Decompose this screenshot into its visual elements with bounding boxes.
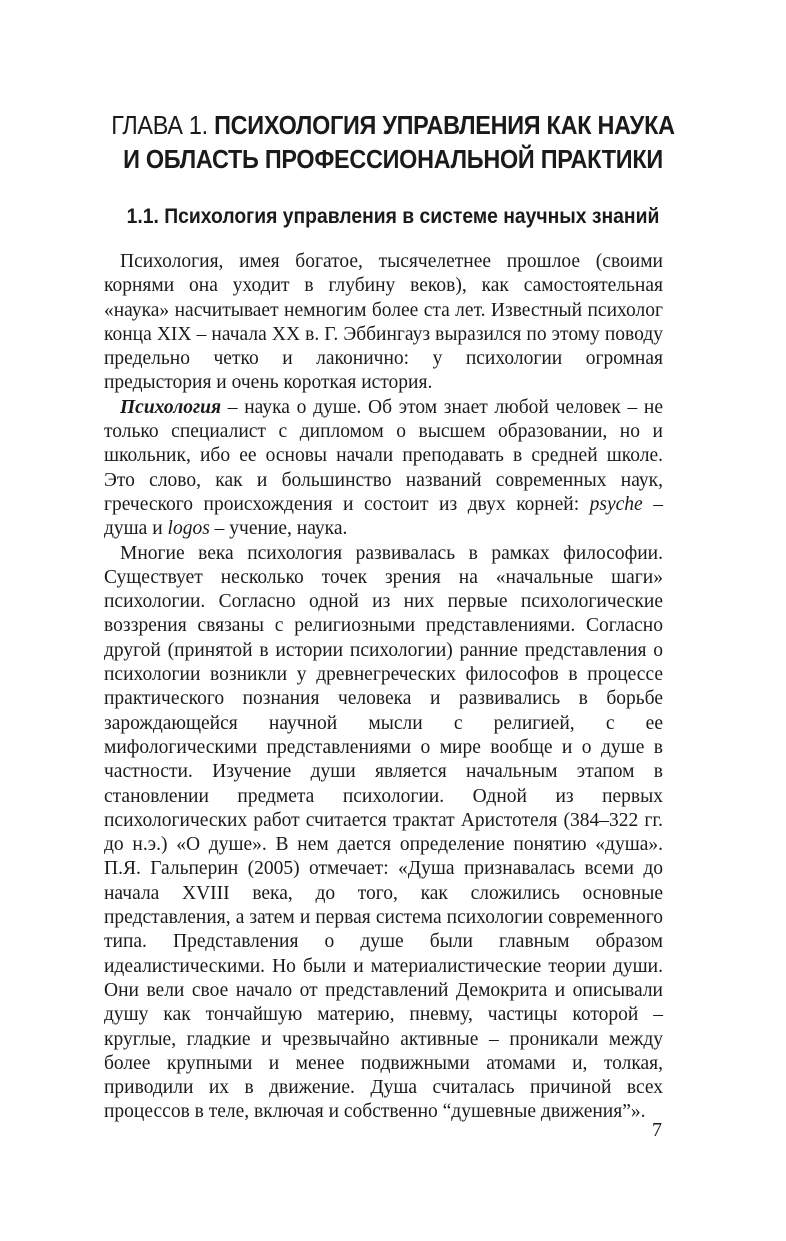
paragraph-1: Психология, имея богатое, тысячелетнее прошлое (своими корнями она уходит в глубину веков), как самостоятельная «наука» насчитывает немногим более ста лет. Известный психолог конца XIX – начала XX в. Г. Эббингауз выразился по этому поводу предельно четко и лаконично: у психологии огромная предыстория и очень короткая история. <box>104 251 663 394</box>
paragraph-2 <box>104 396 663 542</box>
chapter-title-text-1: ПСИХОЛОГИЯ УПРАВЛЕНИЯ КАК НАУКА <box>214 110 675 140</box>
body-text <box>104 250 663 1125</box>
page-number: 7 <box>652 1119 662 1141</box>
paragraph-2-text-a: – наука о душе. Об этом знает любой человек – не только специалист с дипломом о высшем образовании, но и школьник, ибо ее основы начали преподавать в средней школе. Это слово, как и большинство названий современных наук, греческого происхождения и состоит из двух корней: <box>104 396 663 515</box>
paragraph-2-text-b: – душа и <box>104 493 663 540</box>
chapter-label: ГЛАВА 1. <box>111 110 215 140</box>
paragraph-2-text-c: – учение, наука. <box>209 518 348 540</box>
paragraph-3: Многие века психология развивалась в рамках философии. Существует несколько точек зрения на «начальные шаги» психологии. Согласно одной из них первые психологические воззрения связаны с религиозными представлениями. Согласно другой (принятой в истории психологии) ранние представления о психологии возникли у древнегреческих философов в процессе практического познания человека и развивались в борьбе зарождающейся научной мысли с религией, с ее мифологическими представлениями о мире вообще и о душе в частности. Изучение души является начальным этапом в становлении предмета психологии. Одной из первых психологических работ считается трактат Аристотеля (384–322 гг. до н.э.) «О душе». В нем дается определение понятию «душа». П.Я. Гальперин (2005) отмечает: «Душа признавалась всеми до начала XVIII века, до того, как сложились основные представления, а затем и первая система психологии современного типа. Представления о душе были главным образом идеалистическими. Но были и материалистические теории души. Они вели свое начало от представлений Демокрита и описывали душу как тончайшую материю, пневму, частицы которой – круглые, гладкие и чрезвычайно активные – проникали между более крупными и менее подвижными атомами и, толкая, приводили их в движение. Душа считалась причиной всех процессов в теле, включая и собственно “душевные движения”». <box>104 542 663 1123</box>
term-psychology: Психология <box>120 396 222 418</box>
word-psyche: psyche <box>589 493 643 515</box>
section-title: 1.1. Психология управления в системе научных знаний <box>126 205 660 228</box>
chapter-title-line-1 <box>93 108 692 142</box>
chapter-title <box>93 108 692 176</box>
word-logos: logos <box>167 518 210 540</box>
chapter-title-line-2: И ОБЛАСТЬ ПРОФЕССИОНАЛЬНОЙ ПРАКТИКИ <box>123 144 663 174</box>
